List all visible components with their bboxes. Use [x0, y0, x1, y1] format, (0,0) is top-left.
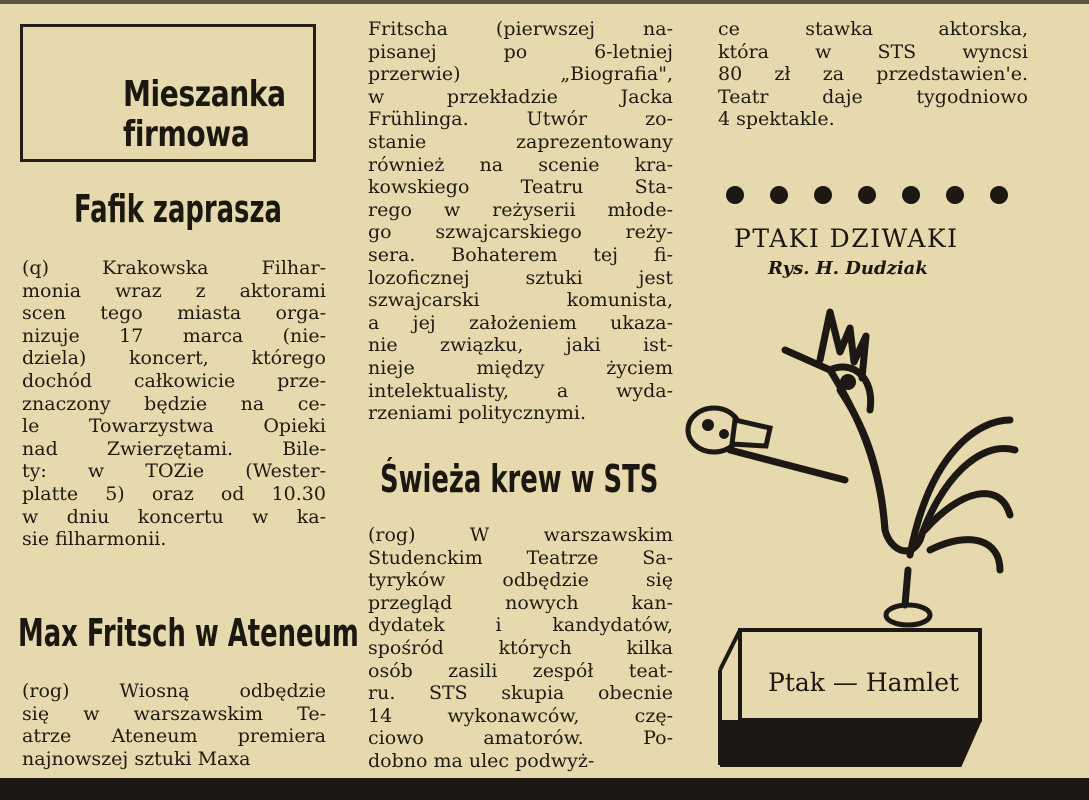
article-fafik [22, 257, 326, 551]
headline-sts: Świeża krew w STS [380, 457, 659, 501]
section-box [20, 24, 316, 162]
text-line: nieje między życiem [368, 356, 673, 379]
text-line: w przekładzie Jacka [368, 85, 673, 108]
article-sts [368, 524, 673, 773]
text-line: tyryków odbędzie się [368, 569, 673, 592]
text-line: również na scenie kra- [368, 153, 673, 176]
text-line: osób zasili zespół teat- [368, 659, 673, 682]
text-line: się w warszawskim Te- [22, 702, 326, 725]
text-line: ty: w TOZie (Wester- [22, 460, 326, 483]
text-line: 80 zł za przedstawien'e. [718, 63, 1028, 86]
text-line: sera. Bohaterem tej fi- [368, 243, 673, 266]
text-line: a jej założeniem ukaza- [368, 311, 673, 334]
text-line: (rog) Wiosną odbędzie [22, 680, 326, 702]
text-line: monia wraz z aktorami [22, 279, 326, 302]
text-line: kowskiego Teatru Sta- [368, 176, 673, 199]
text-line: spośród których kilka [368, 636, 673, 659]
text-line: ce stawka aktorska, [718, 18, 1028, 40]
text-line: przegląd nowych kan- [368, 591, 673, 614]
text-line: Studenckim Teatrze Sa- [368, 546, 673, 569]
dots-separator [726, 186, 1034, 208]
text-line: rego w reżyserii młode- [368, 198, 673, 221]
text-line: znaczony będzie na ce- [22, 392, 326, 415]
text-line: sie filharmonii. [22, 528, 167, 551]
box-label: Ptak — Hamlet [768, 668, 960, 697]
text-line: scen tego miasta orga- [22, 302, 326, 325]
text-line: intelektualisty, a wyda- [368, 379, 673, 402]
text-line: pisanej po 6-letniej [368, 40, 673, 63]
cartoon-caption: PTAKI DZIWAKI [734, 224, 959, 253]
text-line: lozoficznej sztuki jest [368, 266, 673, 289]
bottom-bar [0, 778, 1089, 800]
text-line: ciowo amatorów. Po- [368, 727, 673, 750]
text-line: w dniu koncertu w ka- [22, 505, 326, 528]
section-title-line-1: Mieszanka [123, 74, 286, 115]
text-line: nie związku, jaki ist- [368, 334, 673, 357]
article-fritsch-cont [368, 18, 673, 425]
text-line: nizuje 17 marca (nie- [22, 324, 326, 347]
article-fritsch [22, 680, 326, 770]
headline-fritsch: Max Fritsch w Ateneum [18, 611, 359, 655]
text-line: dobno ma ulec podwyż- [368, 749, 595, 772]
text-line: dochód całkowicie prze- [22, 369, 326, 392]
text-line: 4 spektakle. [718, 108, 835, 131]
text-line: 14 wykonawców, czę- [368, 704, 673, 727]
article-sts-cont [718, 18, 1028, 131]
text-line: najnowszej sztuki Maxa [22, 747, 251, 770]
text-line: Fritscha (pierwszej na- [368, 18, 673, 40]
section-title-line-2: firmowa [123, 114, 250, 155]
text-line: Teatr daje tygodniowo [718, 85, 1028, 108]
text-line: przerwie) „Biografia", [368, 63, 673, 86]
text-line: nad Zwierzętami. Bile- [22, 437, 326, 460]
headline-fafik: Fafik zaprasza [74, 187, 282, 231]
section-title [123, 75, 286, 155]
text-line: platte 5) oraz od 10.30 [22, 482, 326, 505]
text-line: stanie zaprezentowany [368, 130, 673, 153]
text-line: (rog) W warszawskim [368, 524, 673, 546]
text-line: szwajcarski komunista, [368, 289, 673, 312]
text-line: Frühlinga. Utwór zo- [368, 108, 673, 131]
text-line: (q) Krakowska Filhar- [22, 257, 326, 279]
top-rule [0, 0, 1089, 4]
text-line: dziela) koncert, którego [22, 347, 326, 370]
text-line: ru. STS skupia obecnie [368, 682, 673, 705]
text-line: le Towarzystwa Opieki [22, 415, 326, 438]
text-line: która w STS wyncsi [718, 40, 1028, 63]
text-line: atrze Ateneum premiera [22, 725, 326, 748]
rooster-cartoon [680, 300, 1040, 770]
cartoon-credit: Rys. H. Dudziak [768, 258, 928, 279]
text-line: go szwajcarskiego reży- [368, 221, 673, 244]
text-line: dydatek i kandydatów, [368, 614, 673, 637]
text-line: rzeniami politycznymi. [368, 402, 586, 425]
